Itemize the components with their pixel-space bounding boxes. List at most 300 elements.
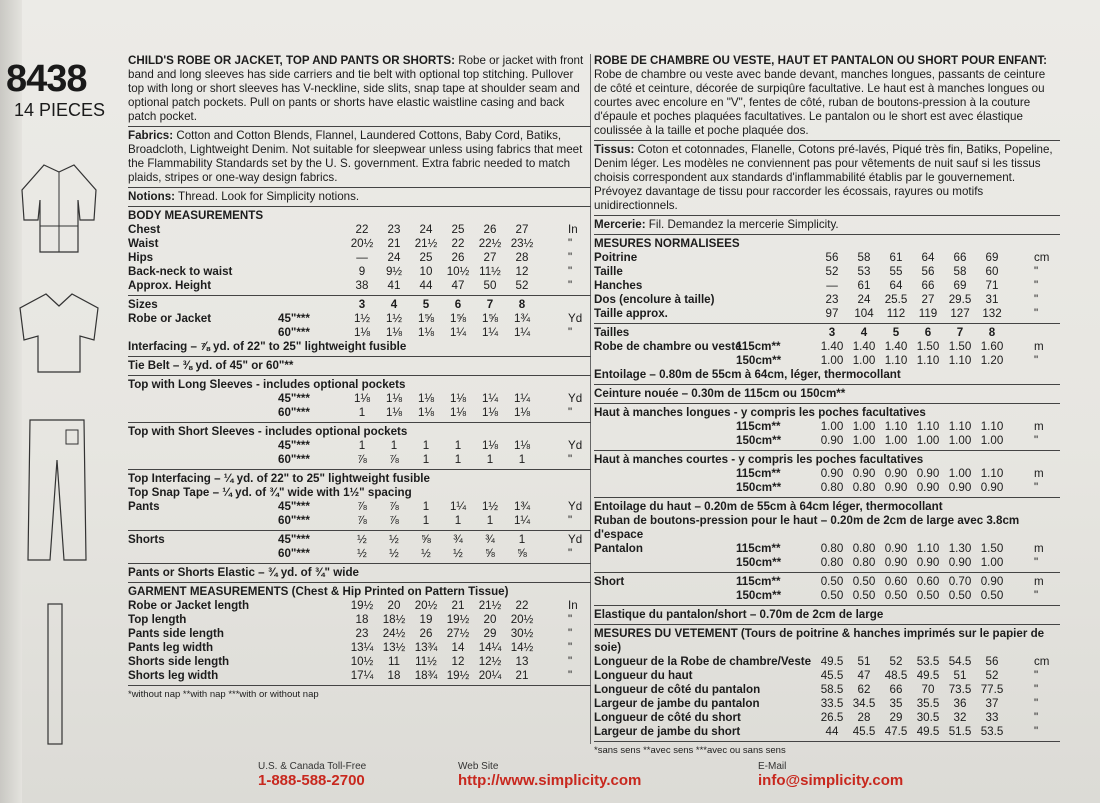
cell-value: 1 <box>518 453 526 466</box>
fabric-width: 115cm** <box>736 542 781 555</box>
unit: " <box>568 547 573 560</box>
body-row <box>128 279 591 293</box>
body-row <box>594 293 1060 307</box>
cell-value: 70 <box>921 683 935 696</box>
cell-value: 0.90 <box>980 575 1004 588</box>
cell-value: 0.50 <box>820 589 844 602</box>
cell-value: 25 <box>419 251 433 264</box>
cell-value: 20½ <box>414 599 438 612</box>
cell-value: 66 <box>953 251 967 264</box>
tissus-text: Coton et cotonnades, Flanelle, Cotons pré-lavés, Piqué très fin, Batiks, Popeline, Denim léger. Les modèles ne conviennent pas pour vêtements de nuit sauf si les tissus choisis correspondent aux standards d'inflammabilité établis par le gouvernement. Prévoyez davantage de tissu pour raccorder les écossais, rayures ou motifs unidirectionnels. <box>594 143 1053 212</box>
unit: m <box>1034 575 1044 588</box>
cell-value: 5 <box>892 326 900 339</box>
unit: " <box>1034 307 1039 320</box>
fabric-width: 115cm** <box>736 467 781 480</box>
cell-value: 20½ <box>350 237 374 250</box>
unit: " <box>568 453 573 466</box>
cell-value: 1½ <box>353 312 371 325</box>
cell-value: 0.50 <box>820 575 844 588</box>
yardage-row <box>594 434 1060 448</box>
cell-value: 49.5 <box>916 669 940 682</box>
cell-value: 37 <box>985 697 999 710</box>
cell-value: 0.50 <box>948 589 972 602</box>
cell-value: 18½ <box>382 613 406 626</box>
cell-value: 0.90 <box>884 467 908 480</box>
cell-value: 1⅛ <box>513 406 531 419</box>
cell-value: ½ <box>421 547 431 560</box>
row-label: Robe or Jacket <box>128 312 212 325</box>
row-label: Taille approx. <box>594 307 668 320</box>
cell-value: 0.50 <box>884 589 908 602</box>
cell-value: 50 <box>483 279 497 292</box>
mercerie <box>594 218 1060 232</box>
cell-value: 44 <box>825 725 839 738</box>
cell-value: 1⅛ <box>513 439 531 452</box>
cell-value: 0.60 <box>884 575 908 588</box>
cell-value: 62 <box>857 683 871 696</box>
unit: Yd <box>568 439 583 452</box>
cell-value: 60 <box>985 265 999 278</box>
fabric-width: 150cm** <box>736 589 782 602</box>
tissus-label: Tissus: <box>594 143 635 156</box>
cell-value: 32 <box>953 711 967 724</box>
cell-value: 13½ <box>382 641 406 654</box>
row-label: Dos (encolure à taille) <box>594 293 715 306</box>
garment-row <box>128 599 591 613</box>
cell-value: 1.40 <box>820 340 844 353</box>
yardage-row <box>128 326 591 340</box>
cell-value: 27 <box>483 251 497 264</box>
cell-value: ⅞ <box>357 500 367 513</box>
cell-value: 30.5 <box>916 711 940 724</box>
cell-value: 55 <box>889 265 903 278</box>
unit: m <box>1034 340 1044 353</box>
fabric-width: 150cm** <box>736 481 782 494</box>
cell-value: ⅝ <box>517 547 527 560</box>
cell-value: ⅞ <box>389 453 399 466</box>
cell-value: 1¼ <box>513 326 531 339</box>
entoilage-haut-note: Entoilage du haut – 0.20m de 55cm à 64cm léger, thermocollant <box>594 500 943 513</box>
garment-row <box>128 627 591 641</box>
cell-value: 1.00 <box>852 434 876 447</box>
cell-value: 19½ <box>446 613 470 626</box>
phone-label: U.S. & Canada Toll-Free <box>258 761 367 772</box>
yardage-row <box>594 556 1060 570</box>
cell-value: 1.00 <box>916 434 940 447</box>
cell-value: 1 <box>358 406 366 419</box>
cell-value: 8 <box>518 298 526 311</box>
cell-value: 1⅛ <box>353 392 371 405</box>
cell-value: 24 <box>387 251 401 264</box>
yardage-row <box>128 500 591 514</box>
cell-value: 47.5 <box>884 725 908 738</box>
cell-value: — <box>356 251 368 264</box>
unit: Yd <box>568 312 583 325</box>
cell-value: 56 <box>825 251 839 264</box>
unit: Yd <box>568 392 583 405</box>
description-fr <box>594 54 1060 138</box>
cell-value: 1.10 <box>916 542 940 555</box>
fabrics <box>128 129 591 185</box>
cell-value: 0.50 <box>980 589 1004 602</box>
cell-value: 9½ <box>385 265 403 278</box>
top-long-title: Top with Long Sleeves - includes optional pockets <box>128 378 406 391</box>
cell-value: 1¼ <box>481 392 499 405</box>
yardage-row <box>128 547 591 561</box>
cell-value: 17¼ <box>350 669 374 682</box>
haut-long-title: Haut à manches longues - y compris les poches facultatives <box>594 406 926 419</box>
row-label: Hips <box>128 251 154 264</box>
mercerie-label: Mercerie: <box>594 218 646 231</box>
row-label: Sizes <box>128 298 158 311</box>
cell-value: 18¾ <box>414 669 438 682</box>
unit: " <box>568 613 573 626</box>
web-link[interactable]: http://www.simplicity.com <box>458 772 642 789</box>
unit: " <box>1034 265 1039 278</box>
ceinture-note: Ceinture nouée – 0.30m de 115cm ou 150cm** <box>594 387 846 400</box>
cell-value: 48.5 <box>884 669 908 682</box>
interfacing-note: Interfacing – ⅞ yd. of 22" to 25" lightweight fusible <box>128 340 407 353</box>
cell-value: 23 <box>825 293 839 306</box>
cell-value: 10 <box>419 265 433 278</box>
cell-value: 35.5 <box>916 697 940 710</box>
cell-value: 1¼ <box>513 514 531 527</box>
cell-value: 97 <box>825 307 839 320</box>
cell-value: 22 <box>355 223 369 236</box>
entoilage-note: Entoilage – 0.80m de 55cm à 64cm, léger, thermocollant <box>594 368 901 381</box>
haut-court-title: Haut à manches courtes - y compris les poches facultatives <box>594 453 924 466</box>
garment-row <box>594 655 1060 669</box>
cell-value: 7 <box>956 326 964 339</box>
cell-value: 1½ <box>481 500 499 513</box>
robe-metrage-table <box>594 340 1060 368</box>
unit: " <box>568 627 573 640</box>
cell-value: 0.90 <box>820 467 844 480</box>
row-label: Pants side length <box>128 627 224 640</box>
yardage-row <box>128 453 591 467</box>
cell-value: 14 <box>451 641 465 654</box>
fabric-width: 45"*** <box>278 533 310 546</box>
cell-value: 127 <box>950 307 970 320</box>
notions-label: Notions: <box>128 190 176 203</box>
cell-value: 0.90 <box>980 481 1004 494</box>
unit: " <box>568 655 573 668</box>
row-label: Back-neck to waist <box>128 265 233 278</box>
row-label: Chest <box>128 223 161 236</box>
cell-value: 38 <box>355 279 369 292</box>
row-label: Poitrine <box>594 251 638 264</box>
cell-value: 18 <box>387 669 401 682</box>
cell-value: 61 <box>857 279 871 292</box>
phone-number[interactable]: 1-888-588-2700 <box>258 772 365 789</box>
fabric-width: 45"*** <box>278 439 310 452</box>
cell-value: 26 <box>419 627 433 640</box>
haut-court-table <box>594 467 1060 495</box>
yardage-row <box>128 392 591 406</box>
cell-value: 0.90 <box>820 434 844 447</box>
cell-value: 0.50 <box>916 589 940 602</box>
cell-value: 0.90 <box>916 467 940 480</box>
cell-value: 0.70 <box>948 575 972 588</box>
cell-value: 20½ <box>510 613 534 626</box>
email-block <box>758 760 903 789</box>
body-measurements-table <box>128 223 591 293</box>
cell-value: 1.10 <box>948 354 972 367</box>
cell-value: 5 <box>422 298 430 311</box>
cell-value: 56 <box>985 655 999 668</box>
cell-value: 21½ <box>414 237 438 250</box>
cell-value: 0.90 <box>916 556 940 569</box>
unit: m <box>1034 542 1044 555</box>
tissus <box>594 143 1060 213</box>
cell-value: 52 <box>515 279 529 292</box>
cell-value: 53.5 <box>916 655 940 668</box>
cell-value: 1⅝ <box>417 312 435 325</box>
top-interfacing-note: Top Interfacing – ¼ yd. of 22" to 25" lightweight fusible <box>128 472 430 485</box>
garment-measurements-table <box>128 599 591 683</box>
cell-value: ½ <box>357 533 367 546</box>
cell-value: 6 <box>454 298 462 311</box>
cell-value: 119 <box>918 307 938 320</box>
unit: " <box>1034 481 1039 494</box>
short-table <box>594 575 1060 603</box>
cell-value: 10½ <box>350 655 374 668</box>
fabric-width: 60"*** <box>278 406 310 419</box>
cell-value: 49.5 <box>820 655 844 668</box>
cell-value: 19 <box>419 613 433 626</box>
cell-value: 6 <box>924 326 932 339</box>
cell-value: 1.40 <box>852 340 876 353</box>
nap-note: *without nap **with nap ***with or without nap <box>128 689 319 700</box>
cell-value: 64 <box>921 251 935 264</box>
sizes-row <box>594 326 1060 340</box>
fabric-width: 60"*** <box>278 326 310 339</box>
mesures-vetement-title: MESURES DU VETEMENT (Tours de poitrine & hanches imprimés sur le papier de soie) <box>594 627 1045 654</box>
cell-value: 30½ <box>510 627 534 640</box>
cell-value: ⅝ <box>421 533 431 546</box>
robe-yardage-table <box>128 312 591 340</box>
unit: " <box>1034 293 1039 306</box>
description-text: Robe or jacket with front band and long sleeves has side carriers and tie belt with optional top stitching. Pullover top with long or short sleeves has V-neckline, side slits, snap tape at shoulder seam and optional patch pockets. Pull on pants or shorts have elastic waistline casing and back patch pocket. <box>128 54 584 123</box>
cell-value: 1.50 <box>980 542 1004 555</box>
unit: " <box>1034 279 1039 292</box>
cell-value: 22 <box>451 237 465 250</box>
cell-value: 1 <box>422 439 430 452</box>
pants-sketch <box>22 415 92 565</box>
cell-value: 1 <box>358 439 366 452</box>
row-label: Robe de chambre ou veste <box>594 340 742 353</box>
tie-belt-note: Tie Belt – ⅜ yd. of 45" or 60"** <box>128 359 294 372</box>
yardage-row <box>128 439 591 453</box>
fabrics-text: Cotton and Cotton Blends, Flannel, Laundered Cottons, Baby Cord, Batiks, Broadcloth, Lightweight Denim. Not suitable for sleepwear unless using fabrics that meet the Flammability Standards set by the U. S. government. Extra fabric needed to match plaids, stripes or one-way design fabrics. <box>128 129 583 184</box>
cell-value: 47 <box>451 279 465 292</box>
cell-value: 0.60 <box>916 575 940 588</box>
top-sketch <box>14 290 104 380</box>
cell-value: 61 <box>889 251 903 264</box>
yardage-row <box>594 340 1060 354</box>
cell-value: 52 <box>825 265 839 278</box>
description-fr-title: ROBE DE CHAMBRE OU VESTE, HAUT ET PANTALON OU SHORT POUR ENFANT: <box>594 54 1048 67</box>
cell-value: 1⅛ <box>385 326 403 339</box>
unit: In <box>568 223 578 236</box>
cell-value: 1 <box>486 453 494 466</box>
cell-value: 28 <box>857 711 871 724</box>
cell-value: 58.5 <box>820 683 844 696</box>
row-label: Taille <box>594 265 623 278</box>
mercerie-text: Fil. Demandez la mercerie Simplicity. <box>648 218 839 231</box>
cell-value: ⅝ <box>485 547 495 560</box>
cell-value: 8 <box>988 326 996 339</box>
cell-value: 29 <box>889 711 903 724</box>
cell-value: 25.5 <box>884 293 908 306</box>
row-label: Longueur de côté du pantalon <box>594 683 761 696</box>
cell-value: 19½ <box>350 599 374 612</box>
cell-value: 49.5 <box>916 725 940 738</box>
cell-value: 1.10 <box>884 420 908 433</box>
cell-value: 20 <box>483 613 497 626</box>
cell-value: 10½ <box>446 265 470 278</box>
cell-value: 104 <box>854 307 874 320</box>
row-label: Longueur de la Robe de chambre/Veste <box>594 655 812 668</box>
row-label: Largeur de jambe du short <box>594 725 741 738</box>
top-snap-note: Top Snap Tape – ¼ yd. of ¾" wide with 1½" spacing <box>128 486 412 499</box>
cell-value: 71 <box>985 279 999 292</box>
cell-value: 52 <box>889 655 903 668</box>
cell-value: 1 <box>390 439 398 452</box>
cell-value: 45.5 <box>820 669 844 682</box>
elastic-note: Pants or Shorts Elastic – ¾ yd. of ¾" wide <box>128 566 359 579</box>
unit: m <box>1034 420 1044 433</box>
garment-measurements-title: GARMENT MEASUREMENTS (Chest & Hip Printed on Pattern Tissue) <box>128 585 509 598</box>
cell-value: 23 <box>355 627 369 640</box>
belt-sketch <box>40 600 70 750</box>
fabric-width: 150cm** <box>736 354 782 367</box>
garment-row <box>594 711 1060 725</box>
yardage-row <box>128 533 591 547</box>
cell-value: 13¾ <box>414 641 438 654</box>
yardage-row <box>594 481 1060 495</box>
cell-value: 23½ <box>510 237 534 250</box>
cell-value: 66 <box>889 683 903 696</box>
cell-value: 0.80 <box>820 542 844 555</box>
body-row <box>594 265 1060 279</box>
cell-value: 13¼ <box>350 641 374 654</box>
unit: cm <box>1034 655 1050 668</box>
body-measurements-title: BODY MEASUREMENTS <box>128 209 264 222</box>
cell-value: 35 <box>889 697 903 710</box>
cell-value: 41 <box>387 279 401 292</box>
cell-value: 20¼ <box>478 669 502 682</box>
cell-value: 1 <box>454 453 462 466</box>
cell-value: 12½ <box>478 655 502 668</box>
garment-row <box>594 697 1060 711</box>
cell-value: 1.00 <box>852 420 876 433</box>
cell-value: 1.50 <box>916 340 940 353</box>
cell-value: 12 <box>451 655 465 668</box>
cell-value: 69 <box>985 251 999 264</box>
cell-value: 4 <box>860 326 868 339</box>
cell-value: ½ <box>453 547 463 560</box>
web-label: Web Site <box>458 761 499 772</box>
unit: " <box>1034 697 1039 710</box>
garment-row <box>594 683 1060 697</box>
mesures-table <box>594 251 1060 321</box>
cell-value: ¾ <box>453 533 463 546</box>
row-label: Tailles <box>594 326 630 339</box>
unit: " <box>568 641 573 654</box>
cell-value: 51.5 <box>948 725 972 738</box>
cell-value: 54.5 <box>948 655 972 668</box>
sizes-row <box>128 298 591 312</box>
cell-value: 1⅛ <box>353 326 371 339</box>
unit: " <box>1034 589 1039 602</box>
cell-value: 1.00 <box>980 434 1004 447</box>
cell-value: 13 <box>515 655 529 668</box>
unit: " <box>568 326 573 339</box>
cell-value: 24 <box>857 293 871 306</box>
cell-value: 1.30 <box>948 542 972 555</box>
cell-value: 0.90 <box>948 481 972 494</box>
cell-value: — <box>826 279 838 292</box>
row-label: Largeur de jambe du pantalon <box>594 697 760 710</box>
unit: " <box>568 279 573 292</box>
cell-value: 1⅝ <box>449 312 467 325</box>
cell-value: 1.20 <box>980 354 1004 367</box>
cell-value: 1¼ <box>449 500 467 513</box>
english-column <box>128 54 591 702</box>
fabric-width: 45"*** <box>278 392 310 405</box>
cell-value: 21 <box>387 237 401 250</box>
cell-value: 1⅛ <box>481 439 499 452</box>
body-row <box>128 265 591 279</box>
description-fr-text: Robe de chambre ou veste avec bande devant, manches longues, passants de ceinture de côté et ceinture, décorée de surpiqûre facultative. Le haut est à manches longues ou courtes avec encolure en "V", fentes de côté, ruban de boutons-pression à la couture d'épaule et poches plaquées facultatives. Le pantalon ou le short est avec élastique coulissée à la taille et poche plaquée dos. <box>594 68 1046 137</box>
shorts-table <box>128 533 591 561</box>
cell-value: 33 <box>985 711 999 724</box>
cell-value: 1⅛ <box>449 392 467 405</box>
fabric-width: 115cm** <box>736 575 781 588</box>
cell-value: 53 <box>857 265 871 278</box>
cell-value: 24½ <box>382 627 406 640</box>
unit: " <box>568 265 573 278</box>
cell-value: ⅞ <box>389 500 399 513</box>
email-link[interactable]: info@simplicity.com <box>758 772 904 789</box>
garment-row <box>128 669 591 683</box>
cell-value: 1¼ <box>481 326 499 339</box>
cell-value: 1 <box>518 533 526 546</box>
cell-value: 9 <box>358 265 366 278</box>
cell-value: 1⅛ <box>417 392 435 405</box>
yardage-row <box>594 542 1060 556</box>
cell-value: 1.10 <box>980 420 1004 433</box>
cell-value: 53.5 <box>980 725 1004 738</box>
cell-value: 132 <box>982 307 1002 320</box>
email-label: E-Mail <box>758 761 787 772</box>
cell-value: 1.00 <box>852 354 876 367</box>
body-row <box>128 237 591 251</box>
cell-value: 36 <box>953 697 967 710</box>
body-row <box>594 307 1060 321</box>
cell-value: 73.5 <box>948 683 972 696</box>
unit: " <box>1034 556 1039 569</box>
cell-value: 27½ <box>446 627 470 640</box>
unit: Yd <box>568 500 583 513</box>
cell-value: 56 <box>921 265 935 278</box>
cell-value: 11½ <box>479 265 501 278</box>
cell-value: 44 <box>419 279 433 292</box>
sizes-row <box>128 298 591 312</box>
pieces-count: 14 PIECES <box>14 100 106 120</box>
garment-row <box>594 725 1060 739</box>
